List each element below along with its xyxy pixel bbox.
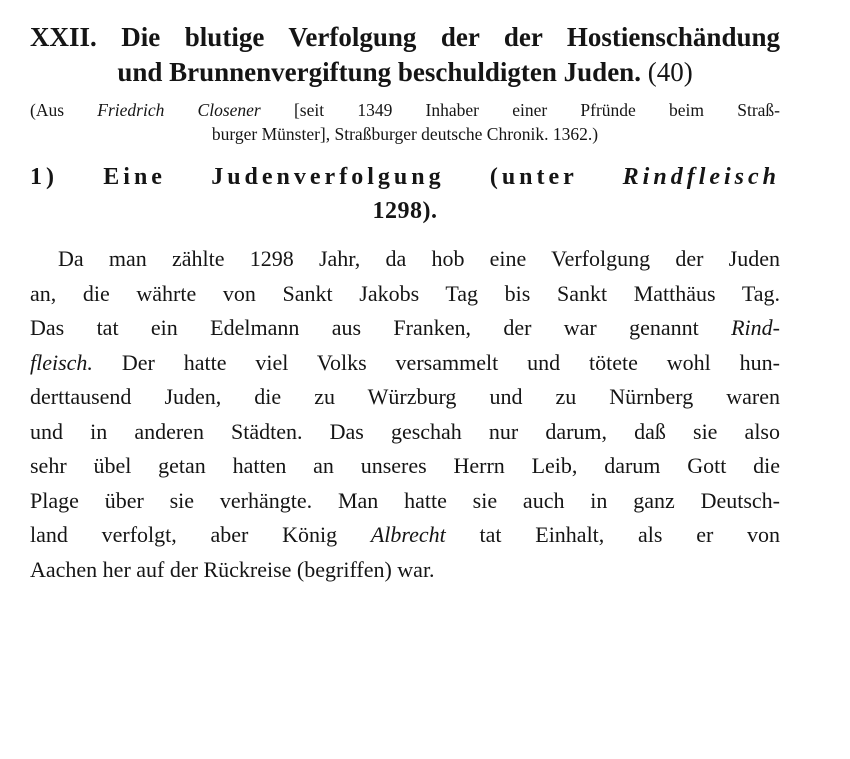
body-line-4-name: fleisch.: [30, 349, 93, 375]
section-heading-line-2: 1298).: [372, 198, 438, 224]
body-line-9-start: land verfolgt, aber König: [30, 522, 338, 547]
section-heading-name: Rindfleisch: [622, 164, 781, 190]
source-author: Friedrich Closener: [97, 100, 261, 120]
section-heading: [30, 160, 780, 228]
section-heading-line-1: [30, 160, 780, 194]
body-line-2: an, die währte von Sankt Jakobs Tag bis Sankt Matthäus Tag.: [30, 280, 780, 306]
chapter-title: [30, 20, 780, 90]
body-line-3-name: Rind-: [731, 315, 780, 340]
body-line-5: derttausend Juden, die zu Würzburg und zu Nürnberg waren: [30, 384, 780, 409]
section-heading-start: 1) Eine Judenverfolgung (unter: [30, 164, 578, 190]
body-line-1: Da man zählte 1298 Jahr, da hob eine Verfolgung der Juden: [58, 246, 780, 271]
body-line-3-start: Das tat ein Edelmann aus Franken, der war genannt: [30, 315, 699, 340]
body-line-4-rest: Der hatte viel Volks versammelt und tötete wohl hun-: [121, 349, 781, 375]
body-paragraph: [30, 242, 780, 587]
body-line-6: und in anderen Städten. Das geschah nur darum, daß sie also: [30, 418, 780, 444]
chapter-reference-number: (40): [647, 57, 693, 87]
body-line-4: [30, 346, 780, 381]
chapter-title-line-2-main: und Brunnenvergiftung beschuldigten Juden.: [117, 57, 641, 87]
source-note-open: (Aus: [30, 100, 65, 120]
source-note-line-1: [30, 98, 780, 122]
body-line-9-name: Albrecht: [370, 522, 446, 547]
body-line-8: Plage über sie verhängte. Man hatte sie auch in ganz Deutsch-: [30, 487, 780, 513]
chapter-title-line-2: [30, 55, 780, 90]
chapter-title-line-1: XXII. Die blutige Verfolgung der der Hostienschändung: [30, 22, 780, 52]
body-line-7: sehr übel getan hatten an unseres Herrn Leib, darum Gott die: [30, 453, 780, 478]
source-note-line-1-rest: [seit 1349 Inhaber einer Pfründe beim Straß-: [293, 100, 781, 120]
document-page: [30, 20, 780, 587]
source-note-line-2: burger Münster], Straßburger deutsche Chronik. 1362.): [211, 124, 599, 144]
body-line-9-rest: tat Einhalt, als er von: [479, 522, 781, 547]
source-note: [30, 98, 780, 146]
body-line-3: [30, 311, 780, 346]
body-line-10: Aachen her auf der Rückreise (begriffen) war.: [30, 556, 435, 582]
body-line-9: [30, 518, 780, 553]
